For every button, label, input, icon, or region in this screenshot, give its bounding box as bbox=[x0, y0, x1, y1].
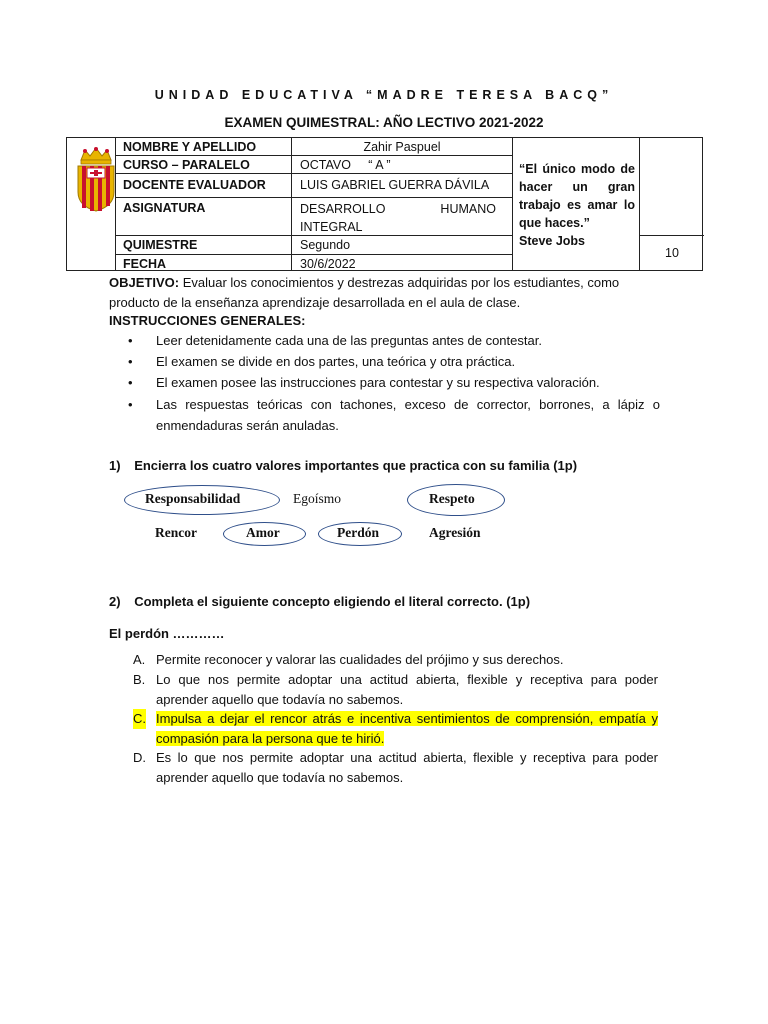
value-word[interactable]: Agresión bbox=[429, 525, 481, 540]
student-info-table bbox=[66, 137, 703, 271]
option-letter: C. bbox=[133, 709, 146, 729]
value-subject: DESARROLLO HUMANO INTEGRAL bbox=[300, 202, 496, 234]
objective-text: Evaluar los conocimientos y destrezas adquiridas por los estudiantes, como producto de la enseñanza aprendizaje desarrollada en el aula de clase. bbox=[109, 275, 620, 310]
option-d[interactable] bbox=[133, 748, 658, 788]
instruction-item: • Leer detenidamente cada una de las preguntas antes de contestar. bbox=[130, 330, 660, 351]
question-1-text: Encierra los cuatro valores importantes que practica con su familia (1p) bbox=[134, 458, 578, 473]
question-1 bbox=[109, 458, 577, 473]
question-2-number: 2) bbox=[109, 594, 121, 609]
option-letter: B. bbox=[133, 672, 146, 687]
school-name: UNIDAD EDUCATIVA “MADRE TERESA BACQ” bbox=[154, 88, 614, 102]
quote-author: Steve Jobs bbox=[519, 234, 586, 248]
value-term: Segundo bbox=[300, 238, 351, 252]
grade-value: 10 bbox=[665, 246, 679, 260]
option-c-selected[interactable] bbox=[133, 709, 658, 749]
instruction-item: • Las respuestas teóricas con tachones, exceso de corrector, borrones, a lápiz o enmendaduras serán anuladas. bbox=[130, 394, 660, 436]
question-2-text: Completa el siguiente concepto eligiendo el literal correcto. (1p) bbox=[134, 594, 531, 609]
question-1-number: 1) bbox=[109, 458, 121, 473]
value-teacher: LUIS GABRIEL GUERRA DÁVILA bbox=[300, 178, 490, 192]
value-word[interactable]: Rencor bbox=[155, 525, 197, 540]
label-course: CURSO – PARALELO bbox=[123, 158, 250, 172]
value-date: 30/6/2022 bbox=[300, 257, 356, 271]
exam-title: EXAMEN QUIMESTRAL: AÑO LECTIVO 2021-2022 bbox=[224, 115, 544, 130]
label-teacher: DOCENTE EVALUADOR bbox=[123, 178, 266, 192]
option-letter: A. bbox=[133, 652, 146, 667]
label-term: QUIMESTRE bbox=[123, 238, 198, 252]
instruction-item: • El examen posee las instrucciones para contestar y su respectiva valoración. bbox=[130, 372, 660, 393]
value-course: OCTAVO “ A ” bbox=[300, 158, 391, 172]
quote-text: “El único modo de hacer un gran trabajo es amar lo que haces.” bbox=[519, 162, 635, 230]
instruction-item: • El examen se divide en dos partes, una teórica y otra práctica. bbox=[130, 351, 660, 372]
school-shield-logo bbox=[75, 146, 117, 212]
option-letter: D. bbox=[133, 750, 146, 765]
question-2 bbox=[109, 594, 530, 609]
option-text: Permite reconocer y valorar las cualidades del prójimo y sus derechos. bbox=[156, 652, 564, 667]
option-text: Es lo que nos permite adoptar una actitud abierta, flexible y receptiva para poder aprender aquello que todavía no sabemos. bbox=[156, 750, 658, 785]
value-word[interactable]: Amor bbox=[246, 525, 280, 540]
value-name: Zahir Paspuel bbox=[363, 140, 441, 154]
option-text bbox=[156, 709, 658, 749]
value-word[interactable]: Egoísmo bbox=[293, 491, 342, 506]
objective-label: OBJETIVO: bbox=[109, 275, 180, 290]
option-a[interactable] bbox=[133, 650, 658, 670]
label-name: NOMBRE Y APELLIDO bbox=[123, 140, 257, 154]
value-word[interactable]: Respeto bbox=[429, 491, 475, 506]
objective bbox=[109, 273, 661, 313]
label-date: FECHA bbox=[123, 257, 167, 271]
question-2-prompt: El perdón ………… bbox=[109, 626, 225, 641]
option-b[interactable] bbox=[133, 670, 658, 710]
highlighted-answer: Impulsa a dejar el rencor atrás e incentiva sentimientos de comprensión, empatía y compasión para la persona que te hirió. bbox=[156, 711, 658, 746]
instructions-title: INSTRUCCIONES GENERALES: bbox=[109, 313, 306, 328]
value-word[interactable]: Responsabilidad bbox=[145, 491, 241, 506]
label-subject: ASIGNATURA bbox=[123, 201, 206, 215]
value-word[interactable]: Perdón bbox=[337, 525, 379, 540]
motivational-quote bbox=[519, 160, 635, 250]
option-text: Lo que nos permite adoptar una actitud abierta, flexible y receptiva para poder aprender aquello que todavía no sabemos. bbox=[156, 672, 658, 707]
